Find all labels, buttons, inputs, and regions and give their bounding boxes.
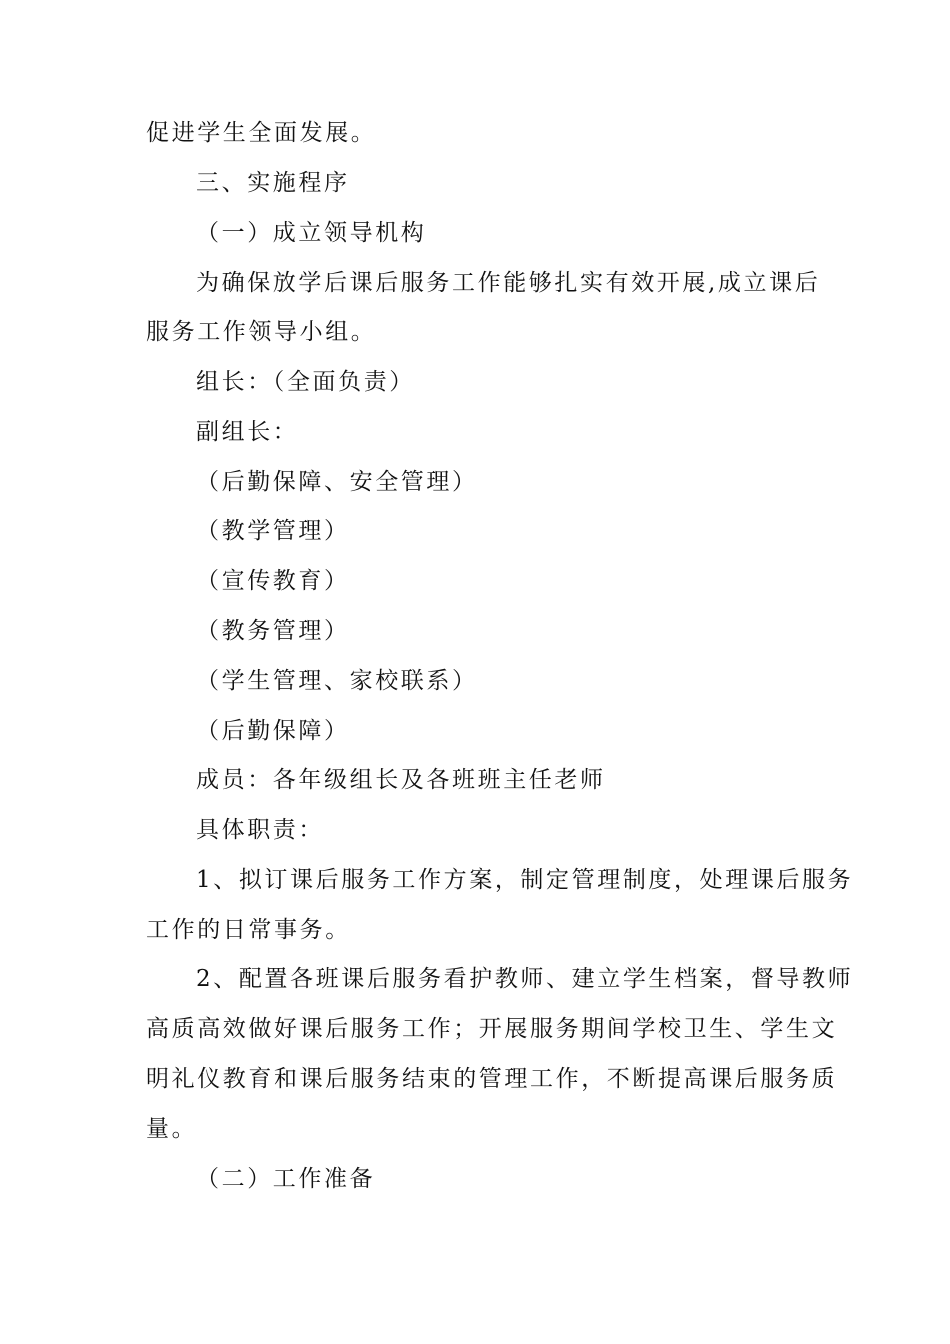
role-line: （教学管理） bbox=[196, 518, 350, 544]
role-line: （宣传教育） bbox=[196, 568, 350, 594]
paragraph-line: 明礼仪教育和课后服务结束的管理工作，不断提高课后服务质 bbox=[146, 1066, 838, 1092]
paragraph-line: 服务工作领导小组。 bbox=[146, 319, 377, 345]
paragraph-line: 为确保放学后课后服务工作能够扎实有效开展,成立课后 bbox=[196, 270, 821, 296]
subsection-heading: （一）成立领导机构 bbox=[196, 220, 427, 246]
subsection-heading: （二）工作准备 bbox=[196, 1166, 376, 1192]
role-line: （后勤保障、安全管理） bbox=[196, 469, 478, 495]
duties-heading: 具体职责： bbox=[196, 817, 324, 843]
section-heading: 三、实施程序 bbox=[196, 170, 350, 196]
role-line: （学生管理、家校联系） bbox=[196, 668, 478, 694]
role-line: （后勤保障） bbox=[196, 718, 350, 744]
paragraph-line: 促进学生全面发展。 bbox=[146, 120, 377, 146]
paragraph-line: 工作的日常事务。 bbox=[146, 917, 351, 943]
paragraph-line: 1、拟订课后服务工作方案，制定管理制度，处理课后服务 bbox=[196, 867, 854, 893]
deputy-leader-line: 副组长： bbox=[196, 419, 299, 445]
paragraph-line: 高质高效做好课后服务工作；开展服务期间学校卫生、学生文 bbox=[146, 1016, 838, 1042]
members-line: 成员：各年级组长及各班班主任老师 bbox=[196, 767, 606, 793]
role-line: （教务管理） bbox=[196, 618, 350, 644]
paragraph-line: 2、配置各班课后服务看护教师、建立学生档案，督导教师 bbox=[196, 966, 854, 992]
leader-line: 组长：（全面负责） bbox=[196, 369, 415, 395]
paragraph-line: 量。 bbox=[146, 1116, 198, 1142]
